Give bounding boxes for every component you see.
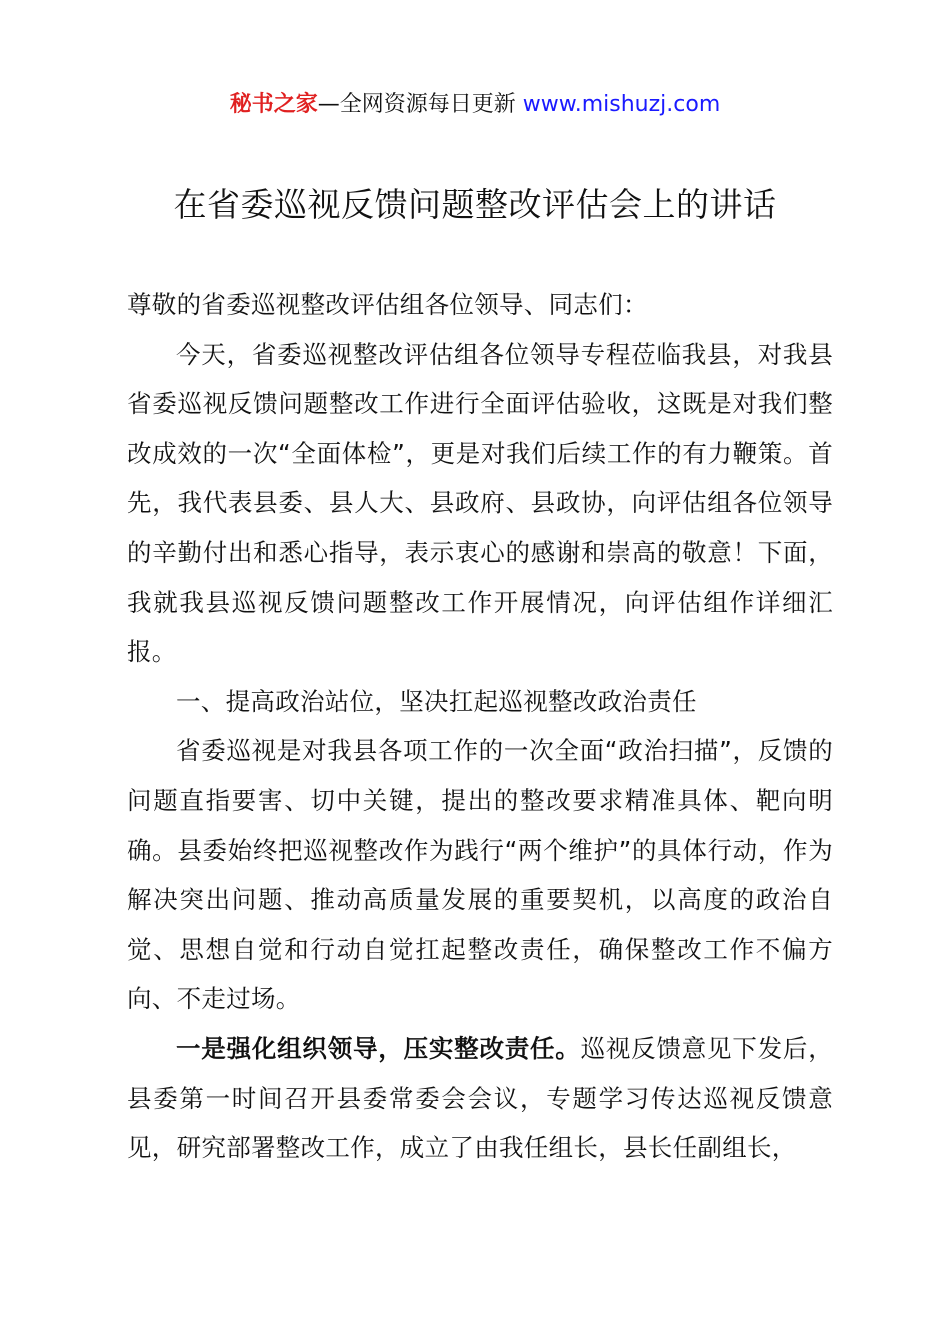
document-body xyxy=(127,280,833,1173)
section-heading-one: 一、提高政治站位，坚决扛起巡视整改政治责任 xyxy=(176,686,697,716)
salutation: 尊敬的省委巡视整改评估组各位领导、同志们： xyxy=(127,290,648,319)
point-one-lead: 一是强化组织领导，压实整改责任。 xyxy=(176,1033,581,1063)
header-slogan: —全网资源每日更新 xyxy=(317,92,516,117)
paragraph-section-one: 省委巡视是对我县各项工作的一次全面“政治扫描”，反馈的问题直指要害、切中关键，提出的整改要求精准具体、靶向明确。县委始终把巡视整改作为践行“两个维护”的具体行动，作为解决突出问题、推动高质量发展的重要契机，以高度的政治自觉、思想自觉和行动自觉扛起整改责任，确保整改工作不偏方向、不走过场。 xyxy=(127,736,833,1014)
site-header xyxy=(0,88,950,122)
brand-name: 秘书之家 xyxy=(229,92,318,117)
document-title: 在省委巡视反馈问题整改评估会上的讲话 xyxy=(173,185,777,224)
site-url-link[interactable]: www.mishuzj.com xyxy=(522,92,721,117)
paragraph-point-one xyxy=(127,1024,833,1173)
point-one-text: 巡视反馈意见下发后，县委第一时间召开县委常委会会议，专题学习传达巡视反馈意见，研究部署整改工作，成立了由我任组长，县长任副组长， xyxy=(127,1033,833,1163)
paragraph-opening: 今天，省委巡视整改评估组各位领导专程莅临我县，对我县省委巡视反馈问题整改工作进行全面评估验收，这既是对我们整改成效的一次“全面体检”，更是对我们后续工作的有力鞭策。首先，我代表县委、县人大、县政府、县政协，向评估组各位领导的辛勤付出和悉心指导，表示衷心的感谢和崇高的敬意！下面，我就我县巡视反馈问题整改工作开展情况，向评估组作详细汇报。 xyxy=(127,339,833,667)
